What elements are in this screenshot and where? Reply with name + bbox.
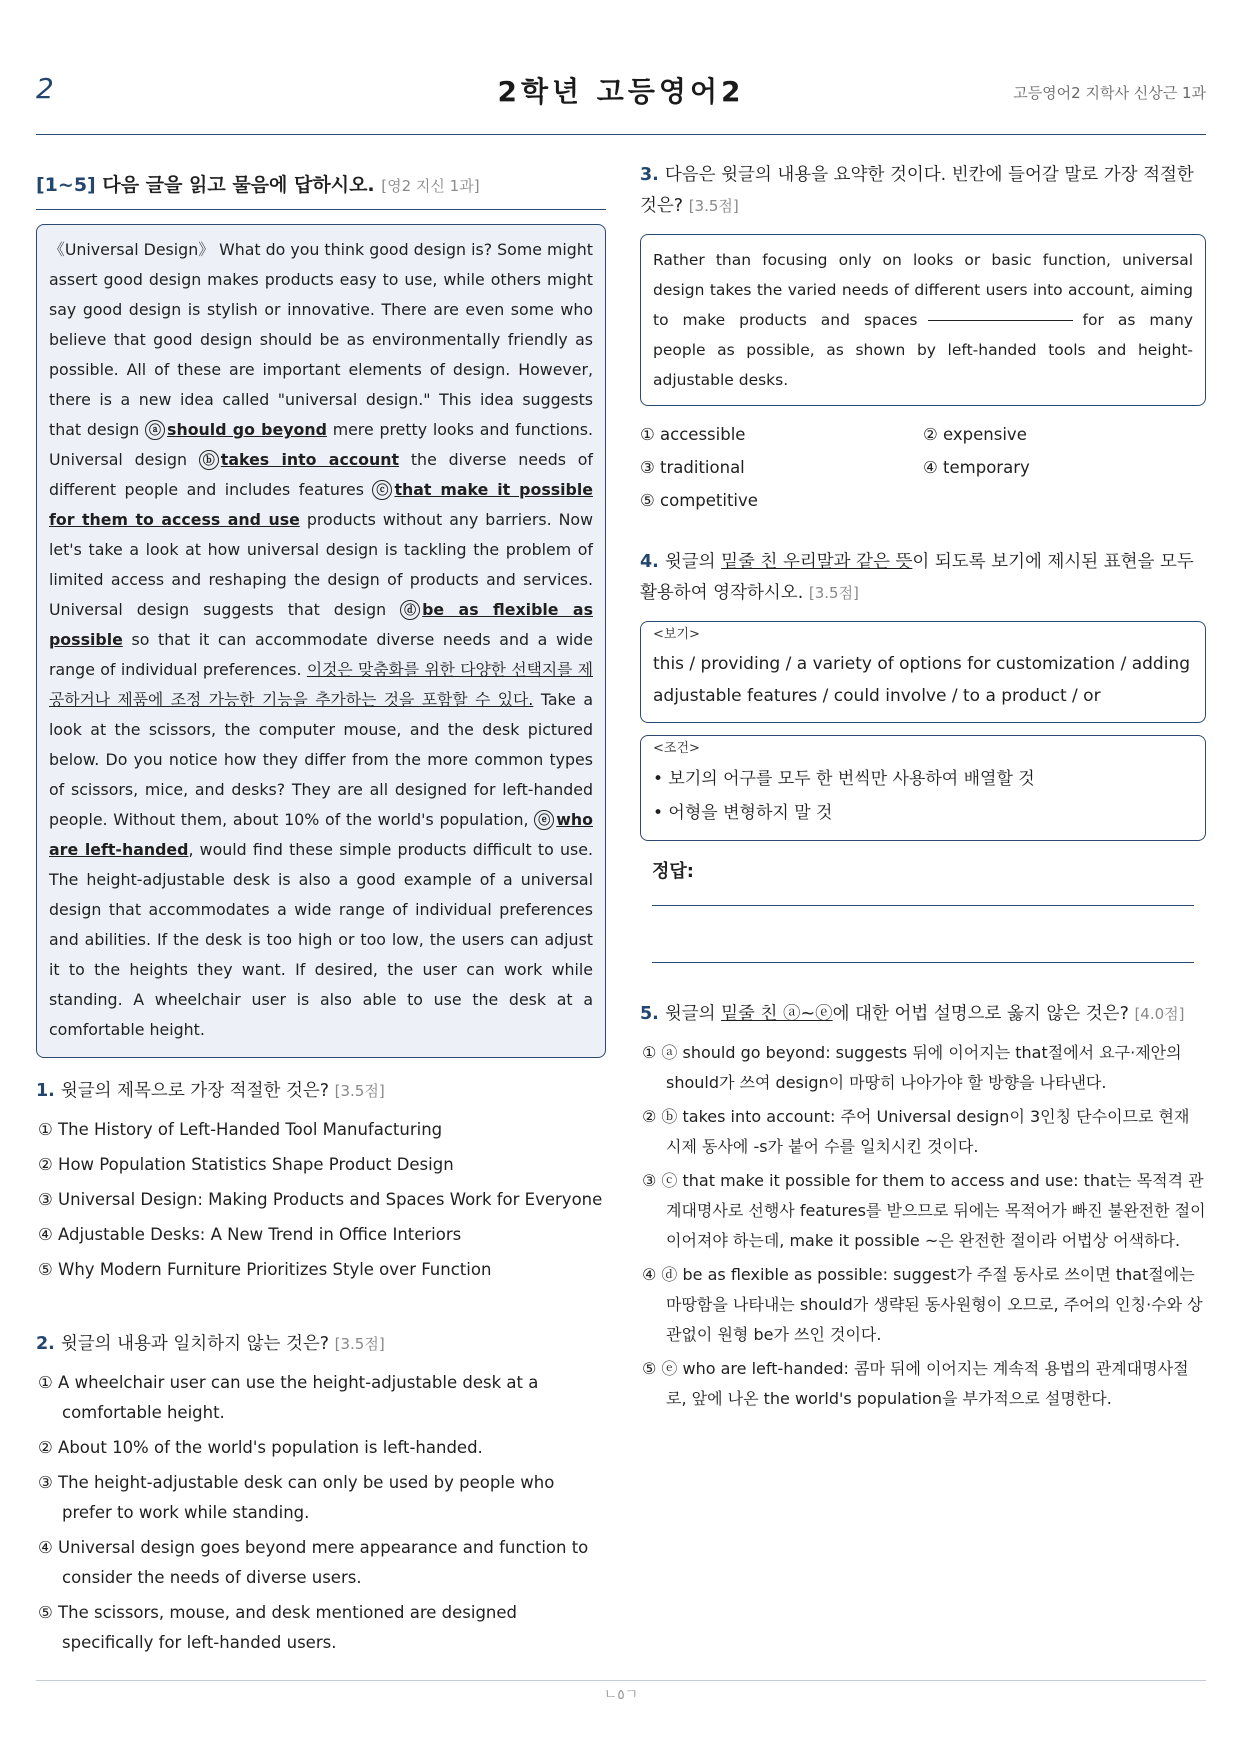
question-number: 2.: [36, 1334, 55, 1354]
option-grid: [640, 418, 1206, 517]
marker-a: ⓐ: [145, 420, 165, 440]
question-text: 다음은 윗글의 내용을 요약한 것이다. 빈칸에 들어갈 말로 가장 적절한 것은?: [640, 165, 1194, 216]
option-list: [36, 1115, 606, 1285]
answer-option[interactable]: ⑤ The scissors, mouse, and desk mentioned are designed specifically for left-handed users.: [38, 1603, 517, 1652]
exam-title: 2학년 고등영어2: [497, 75, 745, 108]
answer-option[interactable]: ② ⓑ takes into account: 주어 Universal design이 3인칭 단수이므로 현재 시제 동사에 -s가 붙어 수를 일치시킨 것이다.: [642, 1107, 1190, 1156]
question-title: [640, 160, 1206, 222]
condition-item: • 어형을 변형하지 말 것: [653, 803, 833, 823]
answer-option[interactable]: ③ traditional: [640, 458, 745, 477]
answer-option[interactable]: ④ Universal design goes beyond mere appearance and function to consider the needs of diverse users.: [38, 1538, 589, 1587]
answer-option[interactable]: ② expensive: [923, 425, 1027, 444]
question-points: [3.5점]: [688, 197, 739, 215]
reading-passage: [36, 224, 606, 1058]
condition-box: [640, 735, 1206, 841]
left-column: [36, 160, 606, 1663]
question-points: [3.5점]: [808, 584, 859, 602]
answer-option[interactable]: ① accessible: [640, 425, 746, 444]
question-number: 5.: [640, 1004, 659, 1024]
question-number: 1.: [36, 1081, 55, 1101]
question-title: [640, 999, 1206, 1030]
marker-b: ⓑ: [199, 450, 219, 470]
bogi-box: [640, 621, 1206, 723]
question-text: 윗글의: [664, 552, 722, 572]
summary-text: Rather than focusing only on looks or basic function, universal design takes the varied needs of different users into account, aiming to make products and spaces: [653, 251, 1193, 329]
question-title: [36, 1076, 606, 1107]
answer-option[interactable]: ① A wheelchair user can use the height-adjustable desk at a comfortable height.: [38, 1373, 539, 1422]
condition-item: • 보기의 어구를 모두 한 번씩만 사용하여 배열할 것: [653, 769, 1035, 789]
question-text: 이 되도록 보기에 제시된 표현을 모두 활용하여 영작하시오.: [640, 552, 1194, 603]
answer-option[interactable]: ② How Population Statistics Shape Product Design: [38, 1155, 454, 1174]
passage-text: Take a look at the scissors, the computer mouse, and the desk pictured below. Do you notice how they differ from the more common types of scissors, mice, and desks? They are all designed for left-handed people. Without them, about 10% of the world's population,: [49, 690, 593, 829]
answer-option[interactable]: ① The History of Left-Handed Tool Manufacturing: [38, 1120, 443, 1139]
underlined-korean: 이것은 맞춤화를 위한 다양한 선택지를 제공하거나 제품에 조정 가능한 기능을 추가하는 것을 포함할 수 있다.: [49, 660, 593, 709]
section-heading: [36, 170, 606, 210]
marker-c: ⓒ: [372, 480, 392, 500]
answer-label: 정답:: [652, 861, 694, 882]
summary-blank: [928, 320, 1073, 321]
passage-text: mere pretty looks and functions. Universal design: [49, 420, 594, 469]
underlined-b: takes into account: [220, 450, 400, 469]
exam-source: 고등영어2 지학사 신상근 1과: [1013, 84, 1206, 102]
option-list: [640, 1038, 1206, 1414]
page-number: 2: [36, 72, 54, 105]
question-text: 에 대한 어법 설명으로 옳지 않은 것은?: [832, 1004, 1129, 1024]
summary-text: for as many people as possible, as shown by left-handed tools and height-adjustable desks.: [653, 311, 1193, 389]
underlined-c: that make it possible for them to access and use: [49, 480, 593, 529]
summary-box: [640, 234, 1206, 406]
question-points: [4.0점]: [1134, 1005, 1185, 1023]
question-4: [640, 547, 1206, 963]
question-1: [36, 1076, 606, 1285]
question-title: [36, 1329, 606, 1360]
option-list: [36, 1368, 606, 1658]
footer-mark: ㄴ٥ㄱ: [603, 1687, 639, 1703]
question-underlined: 밑줄 친 ⓐ~ⓔ: [721, 1004, 833, 1024]
answer-option[interactable]: ⑤ competitive: [640, 491, 758, 510]
answer-option[interactable]: ④ Adjustable Desks: A New Trend in Office Interiors: [38, 1225, 462, 1244]
passage-text: 《Universal Design》 What do you think good design is? Some might assert good design makes products easy to use, while others might say good design is stylish or innovative. There are even some who believe that good design should be as environmentally friendly as possible. All of these are important elements of design. However, there is a new idea called "universal design." This idea suggests that design: [49, 240, 593, 439]
condition-label: <조건>: [653, 741, 700, 756]
marker-d: ⓓ: [400, 600, 420, 620]
bogi-label: <보기>: [653, 627, 700, 642]
section-tag: [영2 지신 1과]: [381, 177, 480, 195]
question-number: 3.: [640, 165, 659, 185]
answer-option[interactable]: ① ⓐ should go beyond: suggests 뒤에 이어지는 that절에서 요구·제안의 should가 쓰여 design이 마땅히 나아가야 할 방향을 나타낸다.: [642, 1043, 1182, 1092]
page-header: [36, 60, 1206, 135]
question-points: [3.5점]: [334, 1335, 385, 1353]
passage-text: the diverse needs of different people and includes features: [49, 450, 593, 499]
answer-option[interactable]: ③ The height-adjustable desk can only be used by people who prefer to work while standing.: [38, 1473, 555, 1522]
answer-option[interactable]: ② About 10% of the world's population is left-handed.: [38, 1438, 483, 1457]
footer-divider: [36, 1680, 1206, 1681]
underlined-a: should go beyond: [167, 420, 327, 439]
section-instruction: 다음 글을 읽고 물음에 답하시오.: [102, 174, 375, 196]
question-3: [640, 160, 1206, 517]
answer-option[interactable]: ④ temporary: [923, 458, 1030, 477]
answer-option[interactable]: ③ Universal Design: Making Products and Spaces Work for Everyone: [38, 1190, 603, 1209]
answer-option[interactable]: ③ ⓒ that make it possible for them to access and use: that는 목적격 관계대명사로 선행사 features를 받으므로 뒤에는 목적어가 빠진 불완전한 절이 이어져야 하는데, make it possible ~은 완전한 절이라 어법상 어색하다.: [642, 1171, 1206, 1250]
passage-text: products without any barriers. Now let's take a look at how universal design is tackling the problem of limited access and reshaping the design of products and services. Universal design suggests that design: [49, 510, 593, 619]
question-title: [640, 547, 1206, 609]
question-5: [640, 999, 1206, 1414]
question-text: 윗글의: [664, 1004, 722, 1024]
underlined-d: be as flexible as possible: [49, 600, 593, 649]
bogi-text: this / providing / a variety of options for customization / adding adjustable features / could involve / to a product / or: [653, 654, 1191, 706]
answer-line[interactable]: [652, 906, 1194, 963]
passage-text: , would find these simple products difficult to use. The height-adjustable desk is also a good example of a universal design that accommodates a wide range of individual preferences and abilities. If the desk is too high or too low, the users can adjust it to the heights they want. If desired, the user can work while standing. A wheelchair user is also able to use the desk at a comfortable height.: [49, 840, 593, 1039]
question-points: [3.5점]: [334, 1082, 385, 1100]
answer-option[interactable]: ⑤ Why Modern Furniture Prioritizes Style over Function: [38, 1260, 492, 1279]
answer-option[interactable]: ④ ⓓ be as flexible as possible: suggest가 주절 동사로 쓰이면 that절에는 마땅함을 나타내는 should가 생략된 동사원형이 오므로, 주어의 인칭·수와 상관없이 원형 be가 쓰인 것이다.: [642, 1265, 1203, 1344]
underlined-e: who are left-handed: [49, 810, 593, 859]
answer-line[interactable]: [652, 883, 1194, 906]
question-text: 윗글의 제목으로 가장 적절한 것은?: [60, 1081, 330, 1101]
question-text: 윗글의 내용과 일치하지 않는 것은?: [60, 1334, 330, 1354]
question-underlined: 밑줄 친 우리말과 같은 뜻: [721, 552, 913, 572]
answer-option[interactable]: ⑤ ⓔ who are left-handed: 콤마 뒤에 이어지는 계속적 용법의 관계대명사절로, 앞에 나온 the world's population을 부가적으로 설명한다.: [642, 1359, 1189, 1408]
question-2: [36, 1329, 606, 1658]
passage-text: so that it can accommodate diverse needs and a wide range of individual preferences.: [49, 630, 593, 679]
question-number: 4.: [640, 552, 659, 572]
section-range: [1~5]: [36, 174, 96, 196]
right-column: [640, 160, 1206, 1418]
marker-e: ⓔ: [534, 810, 554, 830]
